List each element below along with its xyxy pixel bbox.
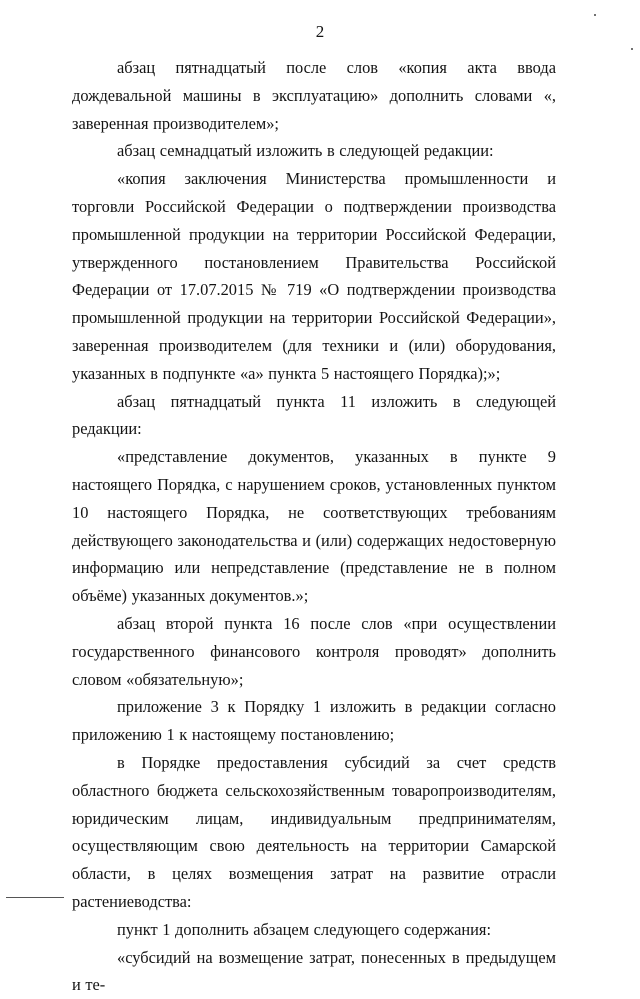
paragraph-8: в Порядке предоставления субсидий за счет средств областного бюджета сельскохозяйственным товаропроизводителям, юридическим лицам, индивидуальным предпринимателям, осуществляющим свою деятельность на территории Самарской области, в целях возмещения затрат на развитие отрасли растениеводства: — [72, 749, 556, 916]
paragraph-3: «копия заключения Министерства промышленности и торговли Российской Федерации о подтверждении производства промышленной продукции на территории Российской Федерации, утвержденного постановлением Правительства Российской Федерации от 17.07.2015 № 719 «О подтверждении производства промышленной продукции на территории Российской Федерации», заверенная производителем (для техники и (или) оборудования, указанных в подпункте «а» пункта 5 настоящего Порядка);»; — [72, 165, 556, 387]
paragraph-10: «субсидий на возмещение затрат, понесенных в предыдущем и те- — [72, 944, 556, 999]
page-number: 2 — [0, 22, 640, 42]
paragraph-5: «представление документов, указанных в пункте 9 настоящего Порядка, с нарушением сроков, установленных пунктом 10 настоящего Порядка, не соответствующих требованиям действующего законодательства и (или) содержащих недостоверную информацию или непредставление (представление не в полном объёме) указанных документов.»; — [72, 443, 556, 610]
paragraph-4: абзац пятнадцатый пункта 11 изложить в следующей редакции: — [72, 388, 556, 444]
paragraph-9: пункт 1 дополнить абзацем следующего содержания: — [72, 916, 556, 944]
paragraph-7: приложение 3 к Порядку 1 изложить в редакции согласно приложению 1 к настоящему постановлению; — [72, 693, 556, 749]
scan-speck-right — [631, 48, 633, 50]
paragraph-2: абзац семнадцатый изложить в следующей редакции: — [72, 137, 556, 165]
scan-speck-top — [594, 14, 596, 16]
footer-rule — [6, 897, 64, 898]
paragraph-1: абзац пятнадцатый после слов «копия акта ввода дождевальной машины в эксплуатацию» дополнить словами «, заверенная производителем»; — [72, 54, 556, 137]
paragraph-6: абзац второй пункта 16 после слов «при осуществлении государственного финансового контроля проводят» дополнить словом «обязательную»; — [72, 610, 556, 693]
document-body — [72, 54, 556, 999]
